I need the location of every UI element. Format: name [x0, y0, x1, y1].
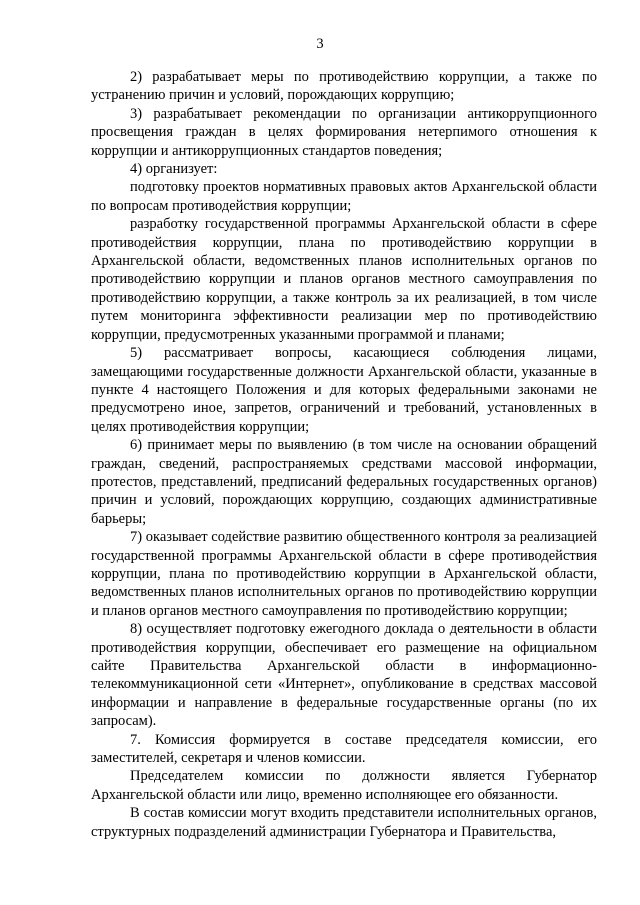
paragraph-composition: В состав комиссии могут входить представители исполнительных органов, структурных подразделений администрации Губернатора и Правительства, — [91, 805, 597, 840]
paragraph-subitem-program: разработку государственной программы Архангельской области в сфере противодействия коррупции, плана по противодействию коррупции в Архангельской области, ведомственных планов исполнительных органов по противодействию коррупции и планов органов местного самоуправления по противодействию коррупции, а также контроль за их реализацией, в том числе путем мониторинга эффективности реализации мер по противодействию коррупции, предусмотренных указанными программой и планами; — [91, 216, 597, 343]
paragraph-item-2: 2) разрабатывает меры по противодействию коррупции, а также по устранению причин и условий, порождающих коррупцию; — [91, 69, 597, 104]
paragraph-item-3: 3) разрабатывает рекомендации по организации антикоррупционного просвещения граждан в целях формирования нетерпимого отношения к коррупции и антикоррупционных стандартов поведения; — [91, 105, 597, 159]
page-number: 3 — [316, 36, 324, 52]
paragraph-item-6: 6) принимает меры по выявлению (в том числе на основании обращений граждан, сведений, распространяемых средствами массовой информации, протестов, представлений, предписаний федеральных государственных органов) причин и условий, порождающих коррупцию, создающих административные барьеры; — [91, 437, 597, 527]
paragraph-item-4: 4) организует: — [130, 161, 218, 178]
paragraph-item-5: 5) рассматривает вопросы, касающиеся соблюдения лицами, замещающими государственные должности Архангельской области, указанные в пункте 4 настоящего Положения и для которых федеральными законами не предусмотрено иное, запретов, ограничений и требований, установленных в целях противодействия коррупции; — [91, 345, 597, 435]
paragraph-subitem-drafting: подготовку проектов нормативных правовых актов Архангельской области по вопросам противодействия коррупции; — [91, 179, 597, 214]
paragraph-section-7: 7. Комиссия формируется в составе председателя комиссии, его заместителей, секретаря и членов комиссии. — [91, 731, 597, 767]
paragraph-item-8: 8) осуществляет подготовку ежегодного доклада о деятельности в области противодействия коррупции, обеспечивает его размещение на официальном сайте Правительства Архангельской области в информационно-телекоммуникационной сети «Интернет», опубликование в средствах массовой информации и направление в федеральные государственные органы (по их запросам). — [91, 621, 597, 730]
document-body — [91, 68, 597, 841]
paragraph-item-7: 7) оказывает содействие развитию общественного контроля за реализацией государственной программы Архангельской области в сфере противодействия коррупции, плана по противодействию коррупции в Архангельской области, ведомственных планов исполнительных органов по противодействию коррупции и планов органов местного самоуправления по противодействию коррупции; — [91, 529, 597, 619]
paragraph-chairman: Председателем комиссии по должности является Губернатор Архангельской области или лицо, временно исполняющее его обязанности. — [91, 768, 597, 803]
